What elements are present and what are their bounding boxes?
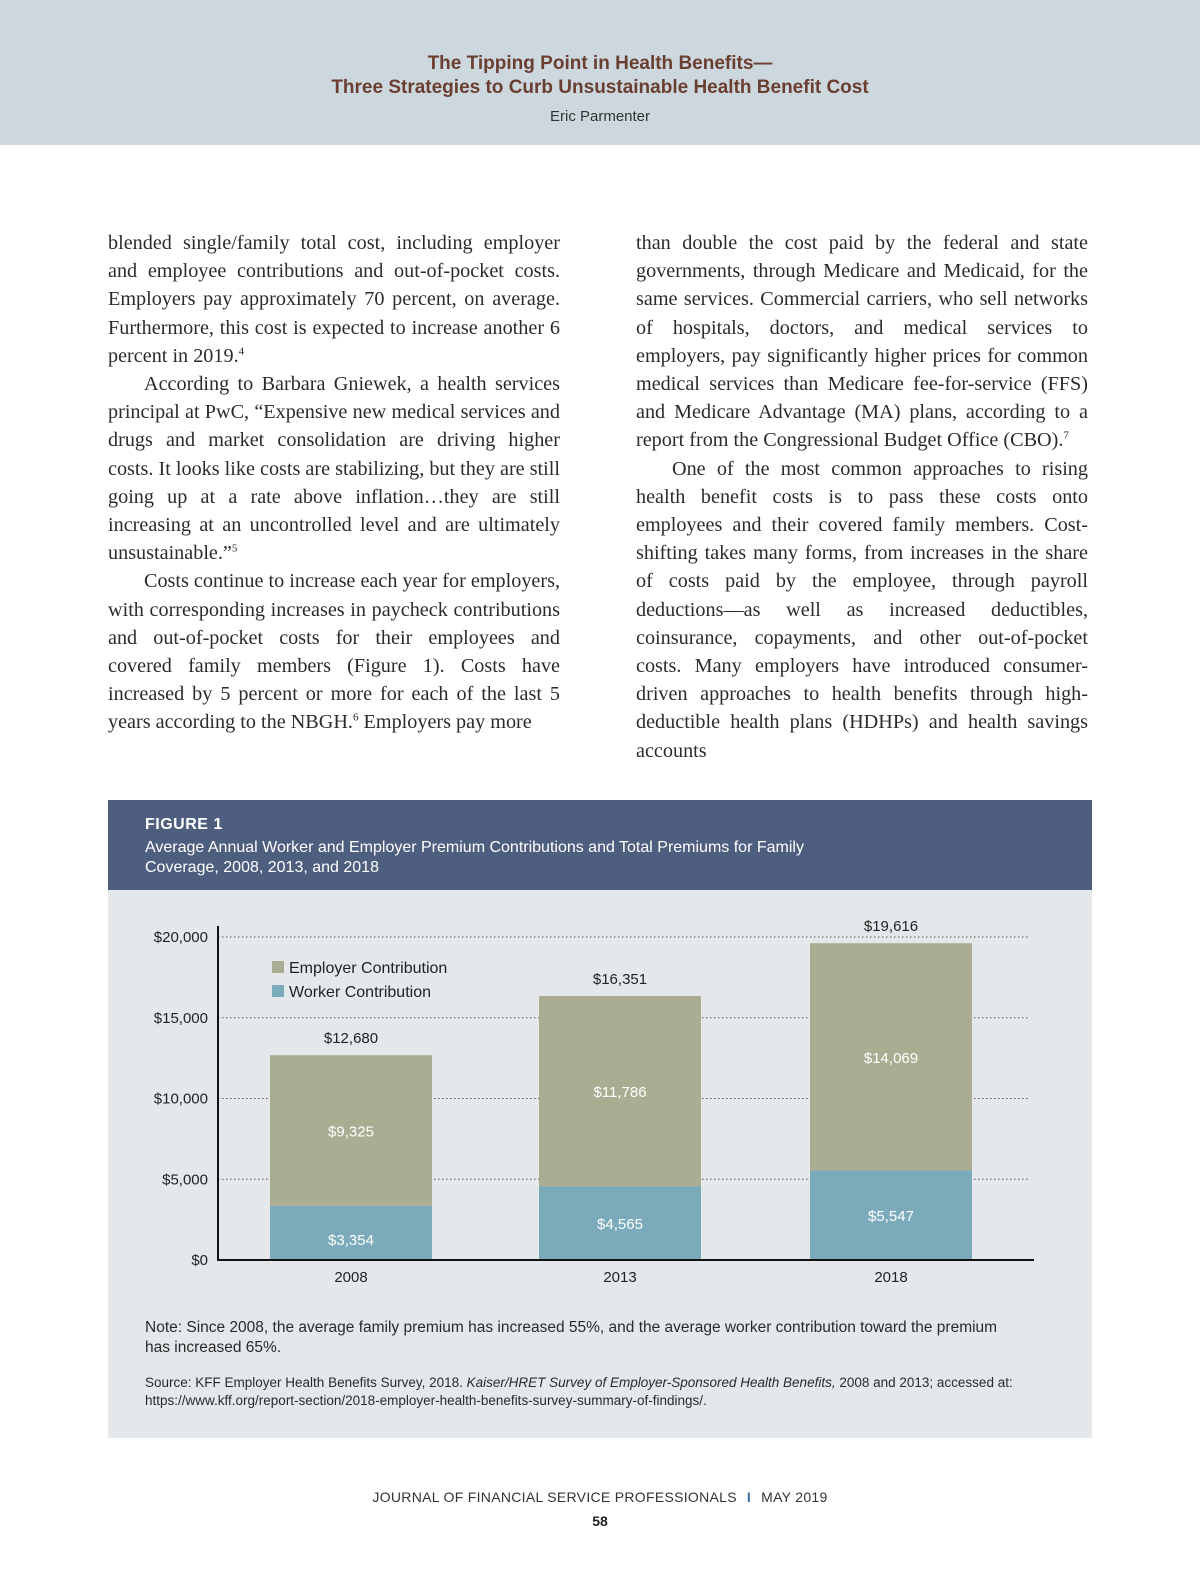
paragraph-text: According to Barbara Gniewek, a health services principal at PwC, “Expensive new medical services and drugs and market consolidation are driving higher costs. It looks like costs are stabilizing, but they are still going up at a rate above inflation…they are still increasing at an uncontrolled level and are ultimately unsustainable.” xyxy=(108,373,560,565)
figure-label: FIGURE 1 xyxy=(145,816,223,833)
x-tick-label: 2013 xyxy=(603,1269,637,1286)
source-text: Source: KFF Employer Health Benefits Survey, 2018. xyxy=(145,1375,467,1390)
figure-title: Average Annual Worker and Employer Premium Contributions and Total Premiums for Family Coverage, 2008, 2013, and 2018 xyxy=(145,839,804,876)
y-tick-label: $20,000 xyxy=(153,929,208,946)
journal-name: JOURNAL OF FINANCIAL SERVICE PROFESSIONALS xyxy=(372,1489,737,1505)
legend-worker-label: Worker Contribution xyxy=(289,984,431,1001)
legend-employer-label: Employer Contribution xyxy=(289,960,448,977)
y-tick-label: $5,000 xyxy=(162,1171,208,1189)
x-tick-label: 2018 xyxy=(874,1269,908,1286)
header-band xyxy=(0,0,1200,145)
page-footer xyxy=(0,1489,1200,1505)
data-label-worker: $3,354 xyxy=(328,1231,374,1249)
x-tick-label: 2008 xyxy=(334,1269,368,1286)
legend-worker-swatch xyxy=(272,985,284,997)
y-tick-label: $15,000 xyxy=(153,1009,208,1027)
paragraph xyxy=(636,455,1088,765)
footnote-ref: 4 xyxy=(238,345,245,358)
data-label-employer: $11,786 xyxy=(593,1084,647,1102)
footnote-ref: 5 xyxy=(231,542,238,555)
title-line-1: The Tipping Point in Health Benefits— xyxy=(427,53,773,74)
article-title xyxy=(0,52,1200,100)
author: Eric Parmenter xyxy=(549,108,651,125)
data-label-worker: $5,547 xyxy=(868,1208,914,1226)
paragraph-text: Employers pay more xyxy=(358,711,532,734)
data-label-total: $19,616 xyxy=(863,918,919,936)
data-label-employer: $9,325 xyxy=(328,1123,374,1141)
footer-separator: I xyxy=(746,1489,752,1505)
data-label-total: $12,680 xyxy=(323,1030,379,1048)
stacked-bar-chart xyxy=(108,890,1092,1310)
body-column-right xyxy=(636,229,1088,765)
data-label-total: $16,351 xyxy=(592,970,648,988)
data-label-employer: $14,069 xyxy=(863,1049,919,1067)
footnote-ref: 6 xyxy=(352,711,359,724)
y-tick-label: $0 xyxy=(191,1252,208,1269)
data-label-worker: $4,565 xyxy=(597,1216,643,1234)
page-number: 58 xyxy=(592,1513,608,1529)
figure-source xyxy=(145,1374,1075,1410)
figure-header xyxy=(108,800,1092,890)
figure-1 xyxy=(108,800,1092,1438)
source-text: 2008 and 2013; accessed at: https://www.kff.org/report-section/2018-employer-health-benefits-survey-summary-of-findings/. xyxy=(145,1375,1013,1408)
title-line-2: Three Strategies to Curb Unsustainable Health Benefit Cost xyxy=(331,77,869,98)
paragraph xyxy=(108,567,560,736)
body-column-left xyxy=(108,229,560,737)
footnote-ref: 7 xyxy=(1063,429,1069,442)
paragraph xyxy=(108,370,560,567)
source-italic-text: Kaiser/HRET Survey of Employer-Sponsored Health Benefits, xyxy=(466,1375,836,1390)
figure-note: Note: Since 2008, the average family premium has increased 55%, and the average worker contribution toward the premium has increased 65%. xyxy=(145,1319,998,1356)
issue-date: MAY 2019 xyxy=(761,1489,828,1505)
paragraph xyxy=(636,229,1088,455)
paragraph xyxy=(108,229,560,370)
paragraph-text: Costs continue to increase each year for employers, with corresponding increases in paycheck contributions and out-of-pocket costs for their employees and covered family members (Figure 1). Costs have increased by 5 percent or more for each of the last 5 years according to the NBGH. xyxy=(108,570,560,734)
paragraph-text: than double the cost paid by the federal and state governments, through Medicare and Medicaid, for the same services. Commercial carriers, who sell networks of hospitals, doctors, and medical services to employers, pay significantly higher prices for common medical services than Medicare fee-for-service (FFS) and Medicare Advantage (MA) plans, according to a report from the Congressional Budget Office (CBO). xyxy=(636,232,1088,452)
legend-employer-swatch xyxy=(272,961,284,973)
paragraph-text: One of the most common approaches to rising health benefit costs is to pass these costs onto employees and their covered family members. Cost-shifting takes many forms, from increases in the share of costs paid by the employee, through payroll deductions—as well as increased deductibles, coinsurance, copayments, and other out-of-pocket costs. Many employers have introduced consumer-driven approaches to health benefits through high-deductible health plans (HDHPs) and health savings accounts xyxy=(636,457,1088,762)
paragraph-text: blended single/family total cost, including employer and employee contributions and out-of-pocket costs. Employers pay approximately 70 percent, on average. Furthermore, this cost is expected to increase another 6 percent in 2019. xyxy=(108,232,560,367)
y-tick-label: $10,000 xyxy=(153,1090,208,1108)
